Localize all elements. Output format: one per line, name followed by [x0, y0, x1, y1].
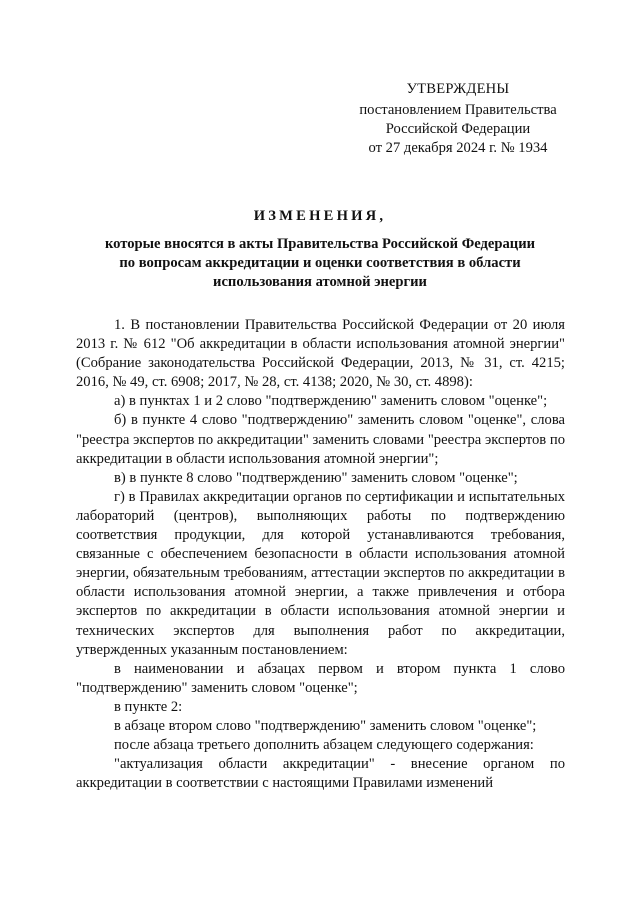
paragraph-subitem-v: в) в пункте 8 слово "подтверждению" заменить словом "оценке";: [114, 469, 518, 486]
approval-line-country: Российской Федерации: [385, 121, 531, 137]
approval-stamp: [340, 80, 576, 158]
paragraph-second-abzats: в абзаце втором слово "подтверждению" заменить словом "оценке";: [114, 717, 537, 734]
paragraph-after-third: после абзаца третьего дополнить абзацем следующего содержания:: [114, 737, 534, 754]
paragraph-definition: "актуализация области аккредитации" - внесение органом по аккредитации в соответствии с настоящими Правилами изменений: [76, 756, 565, 792]
approval-line-resolution: постановлением Правительства: [359, 102, 557, 118]
subtitle-line-2: по вопросам аккредитации и оценки соответствия в области: [119, 255, 521, 271]
document-title: ИЗМЕНЕНИЯ,: [253, 208, 387, 224]
paragraph-subitem-b: б) в пункте 4 слово "подтверждению" заменить словом "оценке", слова "реестра экспертов по аккредитации" заменить словами "реестра экспертов по аккредитации в области использования атомной энергии";: [76, 412, 565, 467]
document-body: [76, 316, 565, 793]
approval-line-date: от 27 декабря 2024 г. № 1934: [368, 140, 548, 156]
paragraph-subitem-a: а) в пунктах 1 и 2 слово "подтверждению" заменить словом "оценке";: [114, 393, 548, 410]
subtitle-line-1: которые вносятся в акты Правительства Российской Федерации: [104, 236, 536, 252]
approval-heading: УТВЕРЖДЕНЫ: [406, 81, 510, 97]
paragraph-naming-change: в наименовании и абзацах первом и втором пункта 1 слово "подтверждению" заменить словом "оценке";: [76, 660, 565, 696]
document-subtitle: [80, 235, 560, 292]
paragraph-subitem-g: г) в Правилах аккредитации органов по сертификации и испытательных лабораторий (центров), выполняющих работы по подтверждению соответствия продукции, для которой устанавливаются требования, связанные с обеспечением безопасности в области использования атомной энергии, обязательным требованиям, аттестации экспертов по аккредитации в области использования атомной энергии, а также привлечения и отбора экспертов по аккредитации в области использования атомной энергии и технических экспертов для выполнения работ по аккредитации, утвержденных указанным постановлением:: [76, 488, 565, 658]
paragraph-point-2: в пункте 2:: [114, 698, 183, 715]
subtitle-line-3: использования атомной энергии: [213, 274, 427, 290]
paragraph-item-1: 1. В постановлении Правительства Российской Федерации от 20 июля 2013 г. № 612 "Об аккредитации в области использования атомной энергии" (Собрание законодательства Российской Федерации, 2013, № 31, ст. 4215; 2016, № 49, ст. 6908; 2017, № 28, ст. 4138; 2020, № 30, ст. 4898):: [76, 317, 565, 391]
